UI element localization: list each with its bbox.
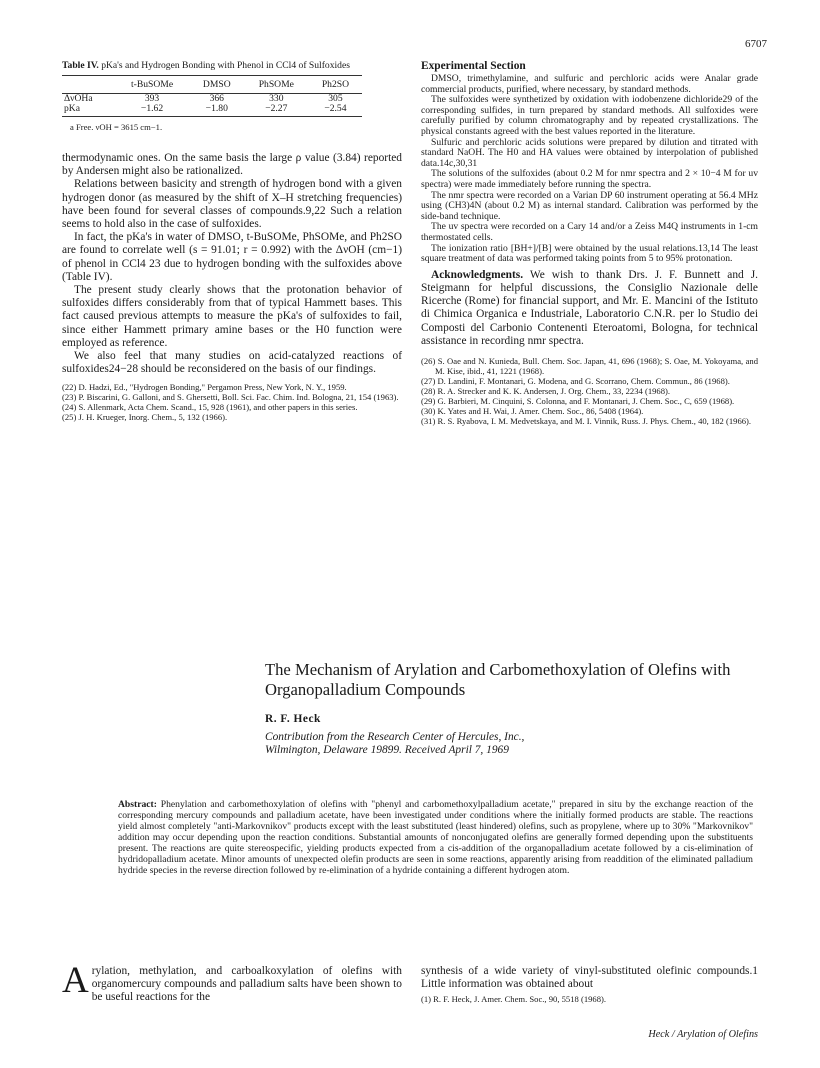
table-header-cell — [62, 76, 114, 94]
body-paragraph: DMSO, trimethylamine, and sulfuric and perchloric acids were Analar grade commercial products, purified, where necessary, by standard methods. — [421, 73, 758, 95]
intro-right-column — [421, 965, 758, 1007]
experimental-text — [421, 74, 758, 265]
table-caption-text: pKa's and Hydrogen Bonding with Phenol in CCl4 of Sulfoxides — [101, 60, 350, 71]
drop-cap: A — [62, 960, 89, 1001]
body-paragraph: Sulfuric and perchloric acids solutions were prepared by dilution and titrated with standard NaOH. The H0 and HA values were obtained by interpolation of published data.14c,30,31 — [421, 136, 758, 169]
reference: (30) K. Yates and H. Wai, J. Amer. Chem. Soc., 86, 5408 (1964). — [421, 405, 644, 416]
table-cell: 305 — [328, 93, 343, 104]
reference: (28) R. A. Strecker and K. K. Andersen, J. Org. Chem., 33, 2234 (1968). — [421, 385, 671, 396]
running-footer: Heck / Arylation of Olefins — [648, 1029, 758, 1040]
abstract-label: Abstract: — [118, 799, 157, 810]
table-header-cell: Ph2SO — [309, 76, 362, 94]
table-cell: −1.80 — [190, 104, 244, 117]
table-cell: −2.27 — [244, 104, 309, 117]
affiliation-line: Contribution from the Research Center of Hercules, Inc., — [265, 731, 525, 743]
table-cell: −2.54 — [309, 104, 362, 117]
table-cell: 393 — [144, 93, 160, 104]
body-paragraph: The solutions of the sulfoxides (about 0.2 M for nmr spectra and 2 × 10−4 M for uv spectra) were made immediately before running the spectra. — [421, 168, 758, 190]
intro-text: synthesis of a wide variety of vinyl-substituted olefinic compounds.1 Little information was obtained about — [421, 965, 758, 991]
intro-left-column — [62, 960, 402, 1005]
table-cell: 330 — [269, 93, 284, 104]
table-footnote: a Free. νOH = 3615 cm−1. — [70, 122, 163, 132]
reference: (24) S. Allenmark, Acta Chem. Scand., 15, 928 (1961), and other papers in this series. — [62, 402, 358, 413]
article-author: R. F. Heck — [265, 713, 321, 725]
left-body-text — [62, 152, 402, 376]
body-paragraph: The sulfoxides were synthetized by oxidation with iodobenzene dichloride29 of the corresponding sulfides, in turn prepared by standard methods. All sulfoxides were carefully purified by column chromatography and by repeated crystallizations. The physical constants agreed with the best values reported in the literature. — [421, 94, 758, 137]
table-header-cell: PhSOMe — [244, 76, 309, 94]
reference: (23) P. Biscarini, G. Galloni, and S. Ghersetti, Boll. Sci. Fac. Chim. Ind. Bologna, 21, 154 (1963). — [62, 392, 399, 403]
acknowledgments-text: We wish to thank Drs. J. F. Bunnett and J. Steigmann for helpful discussions, the Consiglio Nazionale delle Ricerche (Rome) for financial support, and Mr. E. Mancini of the Istituto di Chimica Organica e Industriale, Laboratorio C.N.R. per lo Studio dei Composti del Carbonio Contenenti Eteroatomi, Bologna, for technical assistance in recording nmr spectra. — [421, 268, 758, 347]
reference: (22) D. Hadzi, Ed., "Hydrogen Bonding," Pergamon Press, New York, N. Y., 1959. — [62, 382, 347, 393]
section-heading: Experimental Section — [421, 60, 526, 72]
left-references — [62, 382, 402, 422]
table-header-cell: DMSO — [190, 76, 244, 94]
body-paragraph: The present study clearly shows that the protonation behavior of sulfoxides differs considerably from that of typical Hammett bases. This fact caused previous attempts to measure the pKa's of sulfoxides to fail, since either Hammett primary amine bases or the H0 function were employed as reference. — [62, 284, 402, 349]
right-column — [421, 60, 758, 426]
body-paragraph: The nmr spectra were recorded on a Varian DP 60 instrument operating at 56.4 MHz using (CH3)4N (about 0.2 M) as internal standard. Calibration was performed by the side-band technique. — [421, 189, 758, 222]
table-cell: −1.62 — [114, 104, 190, 117]
body-paragraph: The uv spectra were recorded on a Cary 14 and/or a Zeiss M4Q instruments in 1-cm thermostated cells. — [421, 221, 758, 243]
pka-table — [62, 75, 362, 117]
reference: (29) G. Barbieri, M. Cinquini, S. Colonna, and F. Montanari, J. Chem. Soc., C, 659 (1968). — [421, 395, 735, 406]
table-caption-label: Table IV. — [62, 60, 99, 71]
body-paragraph: Relations between basicity and strength of hydrogen bond with a given hydrogen donor (as measured by the shift of X–H stretching frequencies) have been found for several classes of compounds.9,22 Such a relation seems to hold also in the case of sulfoxides. — [62, 178, 402, 231]
reference: (1) R. F. Heck, J. Amer. Chem. Soc., 90, 5518 (1968). — [421, 994, 607, 1005]
reference: (31) R. S. Ryabova, I. M. Medvetskaya, and M. I. Vinnik, Russ. J. Phys. Chem., 40, 182 (1966). — [421, 415, 752, 426]
body-paragraph: We also feel that many studies on acid-catalyzed reactions of sulfoxides24−28 should be reconsidered on the basis of our findings. — [62, 350, 402, 376]
abstract-text: Phenylation and carbomethoxylation of olefins with "phenyl and carbomethoxylpalladium acetate," prepared in situ by the exchange reaction of the corresponding mercury compounds and palladium acetate, have been investigated under conditions where the initially formed products are stable. The reactions yield almost completely "anti-Markovnikov" products except with the least substituted (least hindered) olefins, such as propylene, where up to 30% "Markovnikov" addition may occur depending upon the reaction conditions. Substantial amounts of nonconjugated olefins are generally formed depending upon the substituents present. The reactions are quite stereospecific, yielding products expected from a cis-addition of the organopalladium acetate followed by a cis-elimination of hydridopalladium acetate. Minor amounts of unexpected olefin products are seen in some reactions, apparently arising from readdition of the eliminated palladium hydride species in the reverse direction followed by re-elimination of a hydride containing a different hydrogen atom. — [118, 799, 753, 876]
table-caption — [62, 60, 402, 71]
intro-text: rylation, methylation, and carboalkoxylation of olefins with organomercury compounds and palladium salts have been shown to be useful reactions for the — [91, 965, 402, 1004]
table-header-cell: t-BuSOMe — [114, 76, 190, 94]
reference: (25) J. H. Krueger, Inorg. Chem., 5, 132 (1966). — [62, 412, 228, 423]
acknowledgments-label: Acknowledgments. — [431, 268, 524, 281]
table-header-row — [62, 76, 362, 94]
left-column — [62, 60, 402, 422]
page-number: 6707 — [745, 38, 767, 50]
reference: (27) D. Landini, F. Montanari, G. Modena, and G. Scorrano, Chem. Commun., 86 (1968). — [421, 375, 730, 386]
table-row — [62, 104, 362, 117]
body-paragraph: thermodynamic ones. On the same basis the large ρ value (3.84) reported by Andersen might also be rationalized. — [62, 152, 402, 178]
article-title: The Mechanism of Arylation and Carbomethoxylation of Olefins with Organopalladium Compounds — [265, 660, 731, 699]
body-paragraph: The ionization ratio [BH+]/[B] were obtained by the usual relations.13,14 The least square treatment of data was performed taking points from 5 to 95% protonation. — [421, 242, 758, 265]
table-row-label: ΔνOHa — [64, 93, 93, 104]
table-row-label: pKa — [62, 104, 114, 117]
reference: (26) S. Oae and N. Kunieda, Bull. Chem. Soc. Japan, 41, 696 (1968); S. Oae, M. Yokoyama, and M. Kise, ibid., 41, 1221 (1968). — [421, 355, 758, 376]
article-affiliation — [265, 731, 735, 757]
acknowledgments — [421, 269, 758, 348]
right-references — [421, 356, 758, 426]
affiliation-line: Wilmington, Delaware 19899. Received April 7, 1969 — [265, 744, 509, 757]
table-cell: 366 — [209, 93, 224, 104]
body-paragraph: In fact, the pKa's in water of DMSO, t-BuSOMe, PhSOMe, and Ph2SO are found to correlate well (s = 91.01; r = 0.992) with the ΔνOH (cm−1) of phenol in CCl4 23 due to hydrogen bonding with the sulfoxides above (Table IV). — [62, 231, 402, 283]
abstract — [118, 799, 753, 876]
